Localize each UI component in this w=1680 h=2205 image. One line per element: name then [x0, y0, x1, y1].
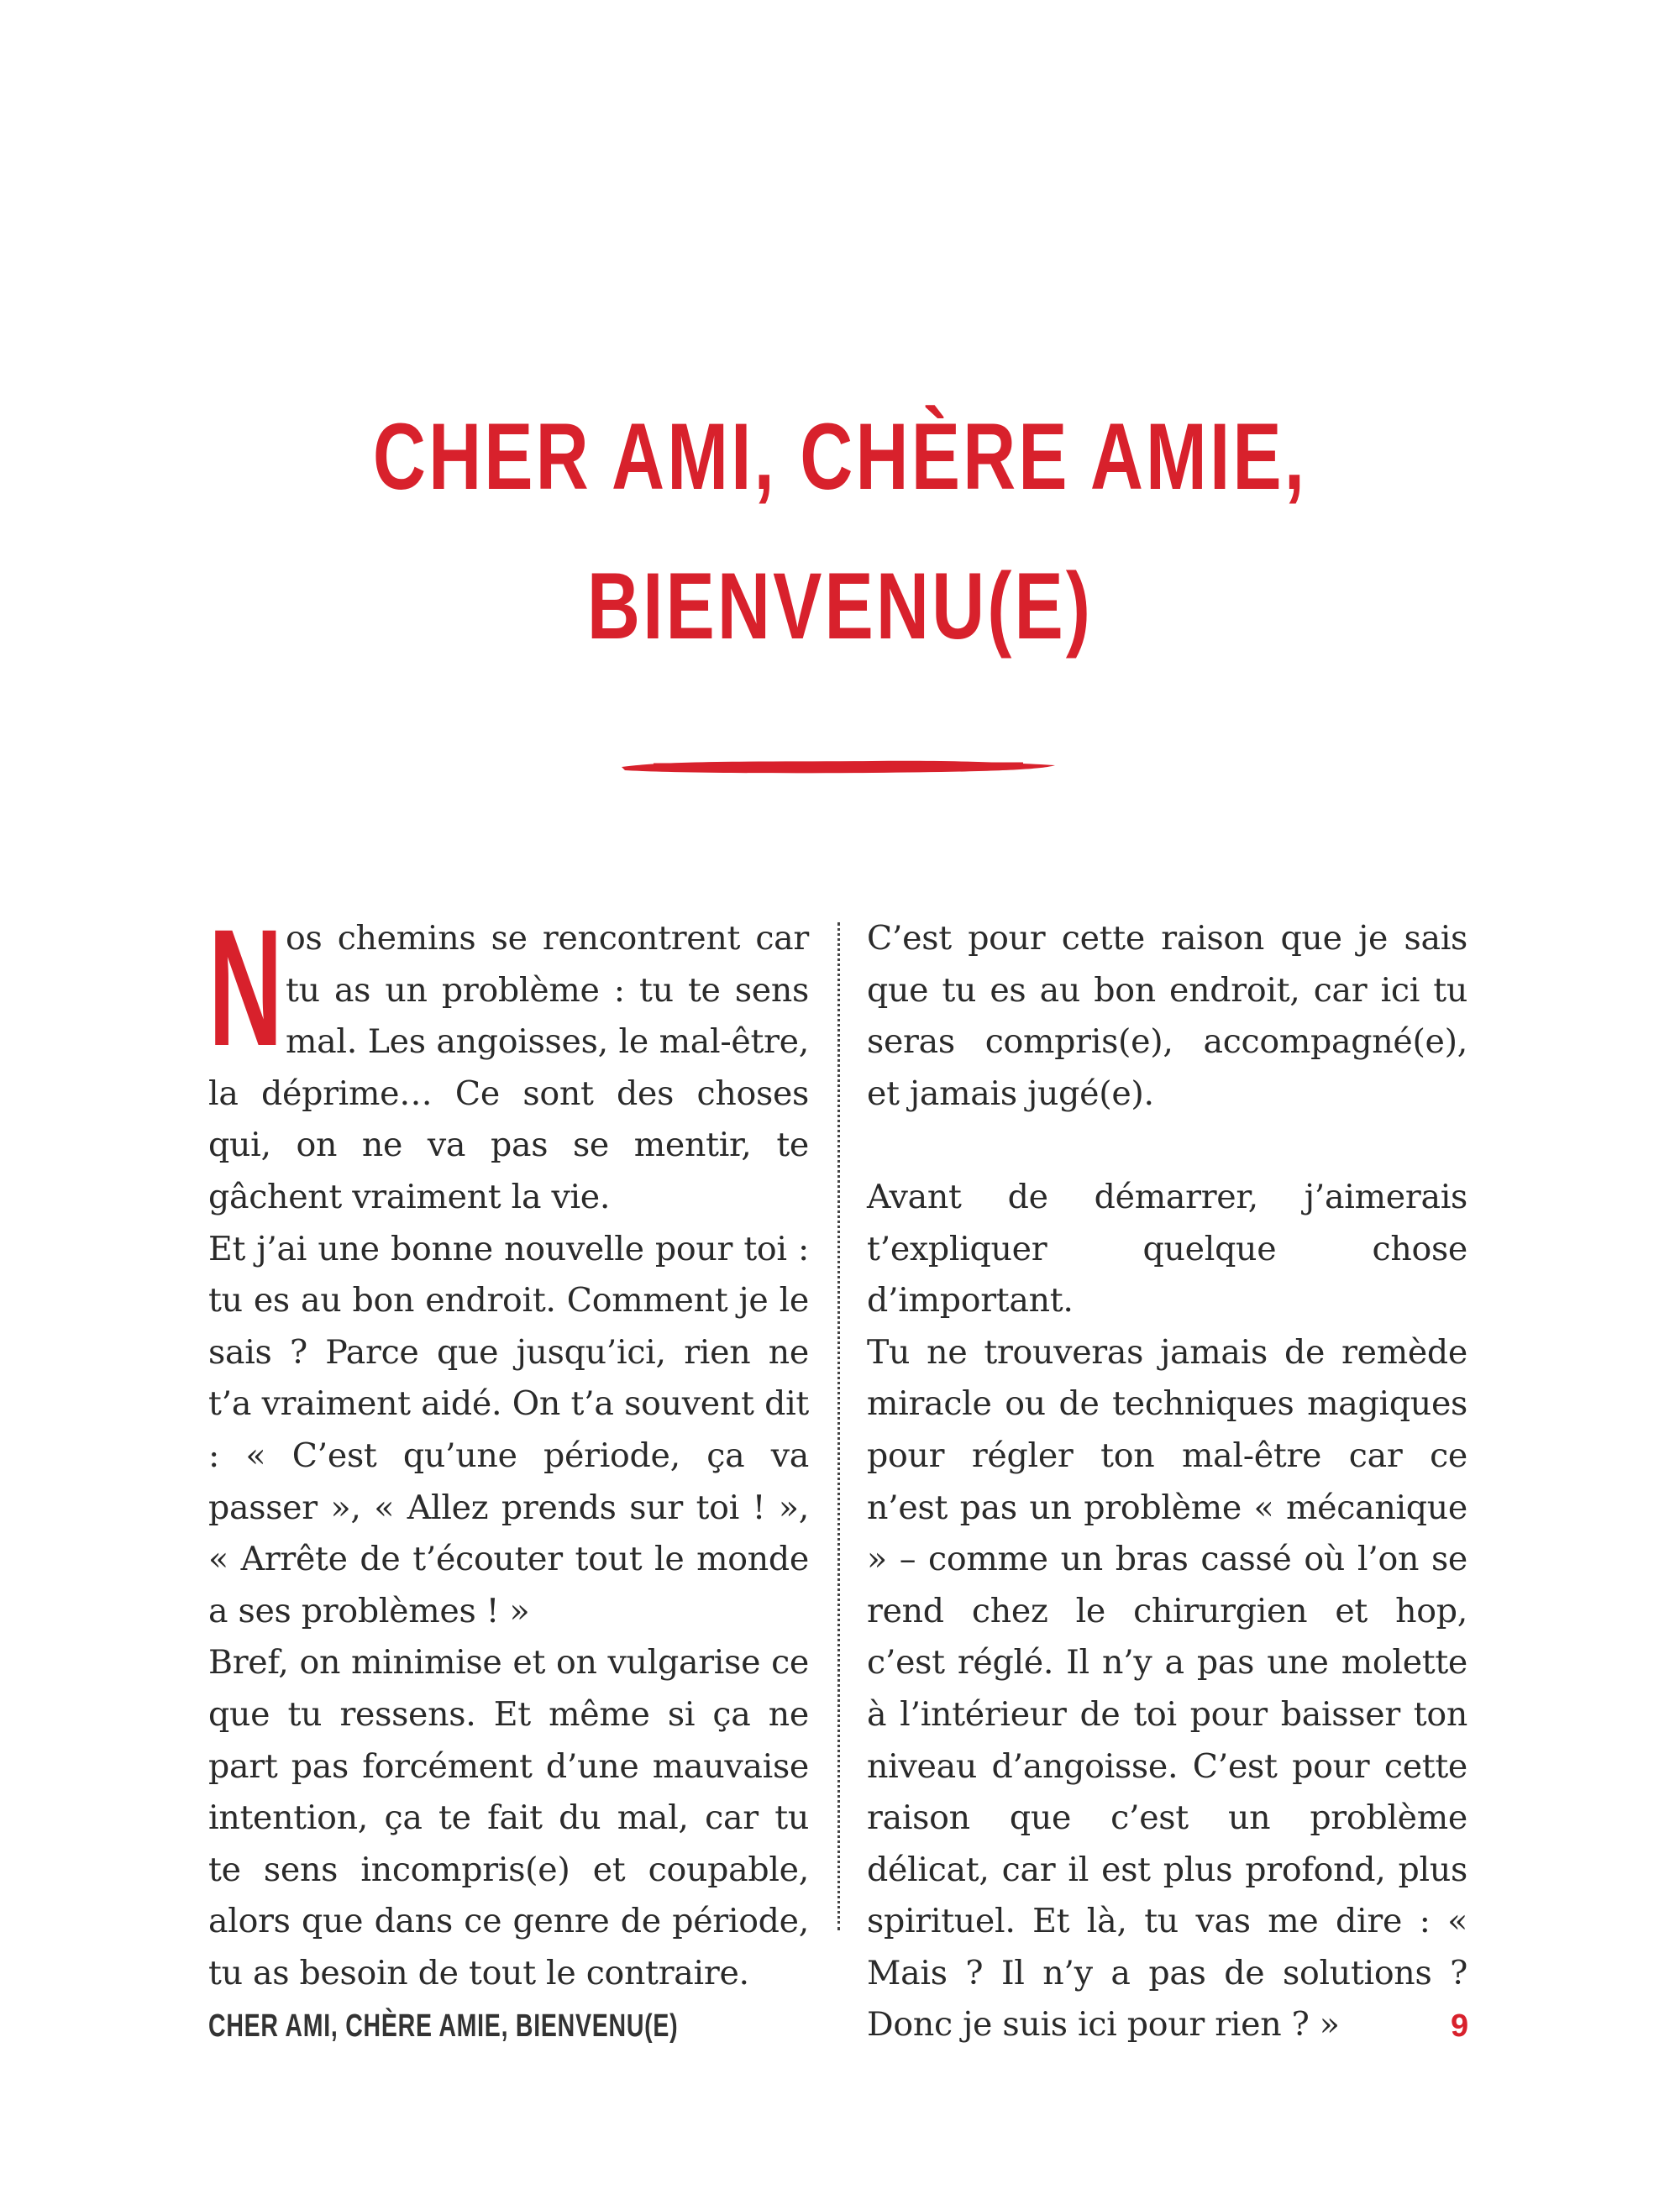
left-paragraph-1 [208, 895, 809, 1224]
title-line-1: CHER AMI, CHÈRE AMIE, [372, 404, 1308, 509]
left-paragraph-2: Et j’ai une bonne nouvelle pour toi : tu es au bon endroit. Comment je le sais ? Parce que jusqu’ici, rien ne t’a vraiment aidé. On t’a souvent dit : « C’est qu’une période, ça va passer », « Allez prends sur toi ! », « Arrête de t’écouter tout le monde a ses problèmes ! » [208, 1229, 809, 1630]
page-title [185, 382, 1495, 681]
right-paragraph-1: C’est pour cette raison que je sais que tu es au bon endroit, car ici tu seras compris(e), accompagné(e), et jamais jugé(e). [867, 919, 1467, 1113]
left-column [208, 895, 809, 1999]
left-paragraph-1-text: os chemins se rencontrent car tu as un problème : tu te sens mal. Les angoisses, le mal-être, la déprime… Ce sont des choses qui, on ne va pas se mentir, te gâchent vraiment la vie. [208, 919, 809, 1216]
right-column [867, 913, 1467, 2051]
running-footer-title: CHER AMI, CHÈRE AMIE, BIENVENU(E) [208, 2008, 679, 2044]
title-underline-brush [620, 758, 1057, 776]
left-paragraph-3: Bref, on minimise et on vulgarise ce que tu ressens. Et même si ça ne part pas forcément d’une mauvaise intention, ça te fait du mal, car tu te sens incompris(e) et coupable, alors que dans ce genre de période, tu as besoin de tout le contraire. [208, 1643, 809, 1992]
right-paragraph-3: Tu ne trouveras jamais de remède miracle ou de techniques magiques pour régler ton mal-être car ce n’est pas un problème « mécanique » – comme un bras cassé où l’on se rend chez le chirurgien et hop, c’est réglé. Il n’y a pas une molette à l’intérieur de toi pour baisser ton niveau d’angoisse. C’est pour cette raison que c’est un problème délicat, car il est plus profond, plus spirituel. Et là, tu vas me dire : « Mais ? Il n’y a pas de solutions ? Donc je suis ici pour rien ? » [867, 1332, 1467, 2045]
page-number: 9 [1451, 2008, 1469, 2044]
column-divider [837, 922, 840, 1930]
right-paragraph-2: Avant de démarrer, j’aimerais t’expliquer quelque chose d’important. [867, 1177, 1467, 1320]
title-line-2: BIENVENU(E) [586, 554, 1094, 659]
drop-cap: N [208, 895, 283, 1080]
